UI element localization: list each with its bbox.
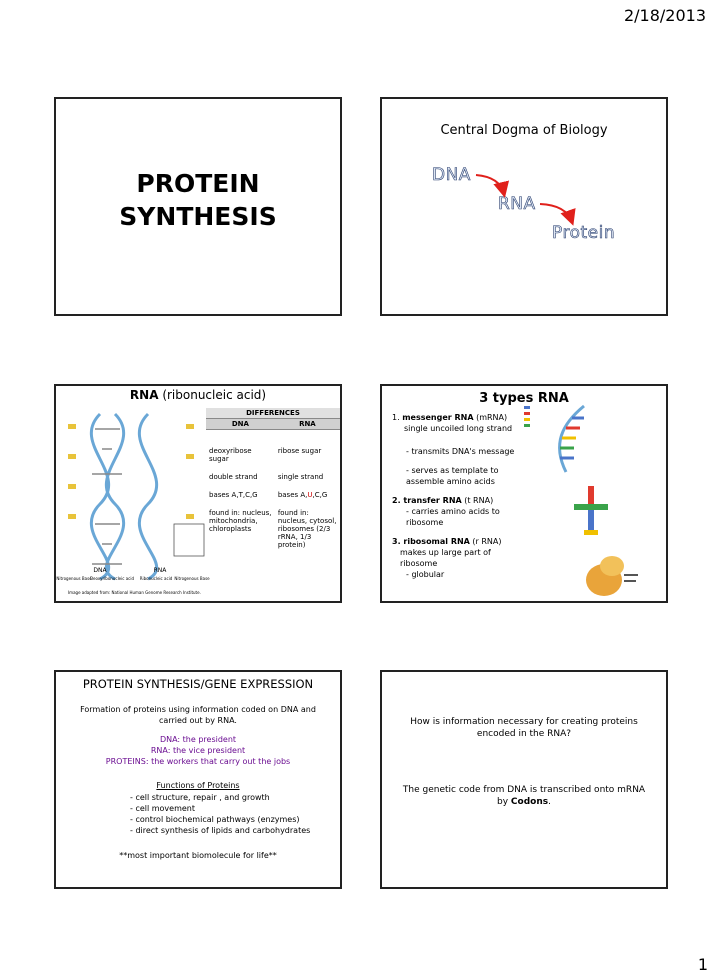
- list-item: - cell movement: [130, 803, 336, 814]
- trna-image: [568, 482, 614, 538]
- rna-types-list: [392, 412, 522, 580]
- slide-title: [56, 388, 340, 402]
- item-trna-heading: [392, 495, 522, 506]
- answer-post: .: [548, 797, 551, 807]
- cell-rna-sugar: ribose sugar: [277, 447, 322, 455]
- slide-title: 3 types RNA: [479, 391, 569, 406]
- title-line-1: PROTEIN: [136, 169, 260, 198]
- cell-rna-strand: single strand: [277, 473, 324, 481]
- dogma-word-dna: DNA: [432, 165, 471, 185]
- slide-title: PROTEIN SYNTHESIS/GENE EXPRESSION: [82, 677, 314, 691]
- answer-pre: The genetic code from DNA is transcribed onto mRNA by: [402, 785, 646, 807]
- fig-label-ribonucleic: Ribonucleic acid: [139, 576, 173, 581]
- dogma-word-rna: RNA: [498, 194, 536, 214]
- item1-num: 1.: [392, 413, 400, 422]
- rna-analogy: RNA: the vice president: [150, 746, 246, 755]
- item3-bullet-1: - globular: [406, 570, 445, 579]
- title-rest: (ribonucleic acid): [158, 388, 267, 402]
- item1-rest: (mRNA): [473, 413, 508, 422]
- col-header-dna: DNA: [206, 419, 275, 430]
- slide-protein-synthesis-title: [54, 97, 342, 316]
- item1-b2-text: serves as template to assemble amino acids: [406, 466, 499, 486]
- dna-analogy: DNA: the president: [159, 735, 237, 744]
- slide-three-types-rna: [380, 384, 668, 603]
- page-number: 1: [697, 955, 708, 974]
- mrna-strand-image: [522, 404, 602, 474]
- table-row: [206, 446, 340, 464]
- slide-codons: [380, 670, 668, 889]
- answer-bold: Codons: [510, 797, 549, 807]
- page-date: 2/18/2013: [623, 6, 706, 25]
- item1-b1-text: transmits DNA's message: [411, 447, 515, 456]
- functions-title: Functions of Proteins: [156, 781, 240, 790]
- fig-label-nitrogenous-base-left: Nitrogenous Base: [56, 576, 92, 581]
- title-line-2: SYNTHESIS: [119, 202, 277, 231]
- cell-dna-sugar: deoxyribose sugar: [209, 447, 252, 463]
- answer-text: [396, 784, 652, 808]
- rna-bases-post: ,C,G: [312, 491, 328, 499]
- col-header-rna: RNA: [275, 419, 340, 430]
- functions-list: [116, 792, 336, 836]
- item3-rest: (r RNA): [469, 537, 502, 546]
- item1-sub: single uncoiled long strand: [404, 424, 513, 433]
- cell-rna-bases: [275, 490, 340, 500]
- slide-gene-expression: [54, 670, 342, 889]
- list-item: - cell structure, repair , and growth: [130, 792, 336, 803]
- arrow-dna-to-rna: [476, 175, 504, 194]
- cell-rna-location: found in: nucleus, cytosol, ribosomes (2/3 rRNA, 1/3 protein): [277, 509, 337, 549]
- title-bold: RNA: [129, 388, 159, 402]
- rna-bases-u: U: [307, 491, 313, 499]
- table-row: [206, 472, 340, 482]
- dna-rna-illustration: [56, 404, 210, 600]
- table-row: [206, 490, 340, 500]
- slide-rna-differences: [54, 384, 342, 603]
- item2-rest: (t RNA): [461, 496, 494, 505]
- item3-sub: makes up large part of ribosome: [400, 548, 491, 568]
- item1-bullet-2: - serves as template to assemble amino acids: [406, 466, 499, 486]
- slide-title: [56, 167, 340, 233]
- rna-bases-pre: bases A,: [277, 491, 308, 499]
- arrow-rna-to-protein: [540, 204, 572, 222]
- fig-credit: Image adapted from: National Human Genome Research Institute.: [68, 590, 201, 595]
- table-title: DIFFERENCES: [206, 408, 340, 419]
- fig-label-nitrogenous-base-right: Nitrogenous Base: [174, 576, 210, 581]
- fig-label-deoxyribonucleic: Deoxyribonucleic acid: [89, 576, 135, 581]
- dogma-arrows: [382, 99, 668, 316]
- footer-note: **most important biomolecule for life**: [119, 851, 277, 860]
- item2-bold: 2. transfer RNA: [392, 496, 462, 505]
- question-text: How is information necessary for creating proteins encoded in the RNA?: [410, 717, 638, 739]
- cell-dna-location: found in: nucleus, mitochondria, chloroplasts: [209, 509, 272, 533]
- fig-label-rna: RNA: [153, 567, 167, 574]
- list-item: - direct synthesis of lipids and carbohydrates: [130, 825, 336, 836]
- item3-b1-text: globular: [411, 570, 445, 579]
- ribosome-image: [580, 548, 640, 600]
- item-rrna-heading: [392, 536, 522, 547]
- dogma-word-protein: Protein: [552, 223, 616, 243]
- item2-bullet-1: - carries amino acids to ribosome: [406, 507, 500, 527]
- item2-b1-text: carries amino acids to ribosome: [406, 507, 500, 527]
- central-dogma-title: Central Dogma of Biology: [440, 123, 608, 138]
- intro-text: Formation of proteins using information coded on DNA and carried out by RNA.: [80, 705, 316, 725]
- cell-dna-bases: bases A,T,C,G: [209, 491, 258, 499]
- table-row: [206, 508, 340, 550]
- list-item: - control biochemical pathways (enzymes): [130, 814, 336, 825]
- item-mrna-heading: [392, 412, 522, 423]
- fig-label-dna: DNA: [93, 567, 107, 574]
- proteins-analogy: PROTEINS: the workers that carry out the jobs: [105, 757, 291, 766]
- differences-table: [206, 408, 340, 550]
- slide-central-dogma: [380, 97, 668, 316]
- item1-bold: messenger RNA: [402, 413, 474, 422]
- item3-bold: 3. ribosomal RNA: [392, 537, 470, 546]
- cell-dna-strand: double strand: [209, 473, 258, 481]
- item1-bullet-1: - transmits DNA's message: [406, 447, 515, 456]
